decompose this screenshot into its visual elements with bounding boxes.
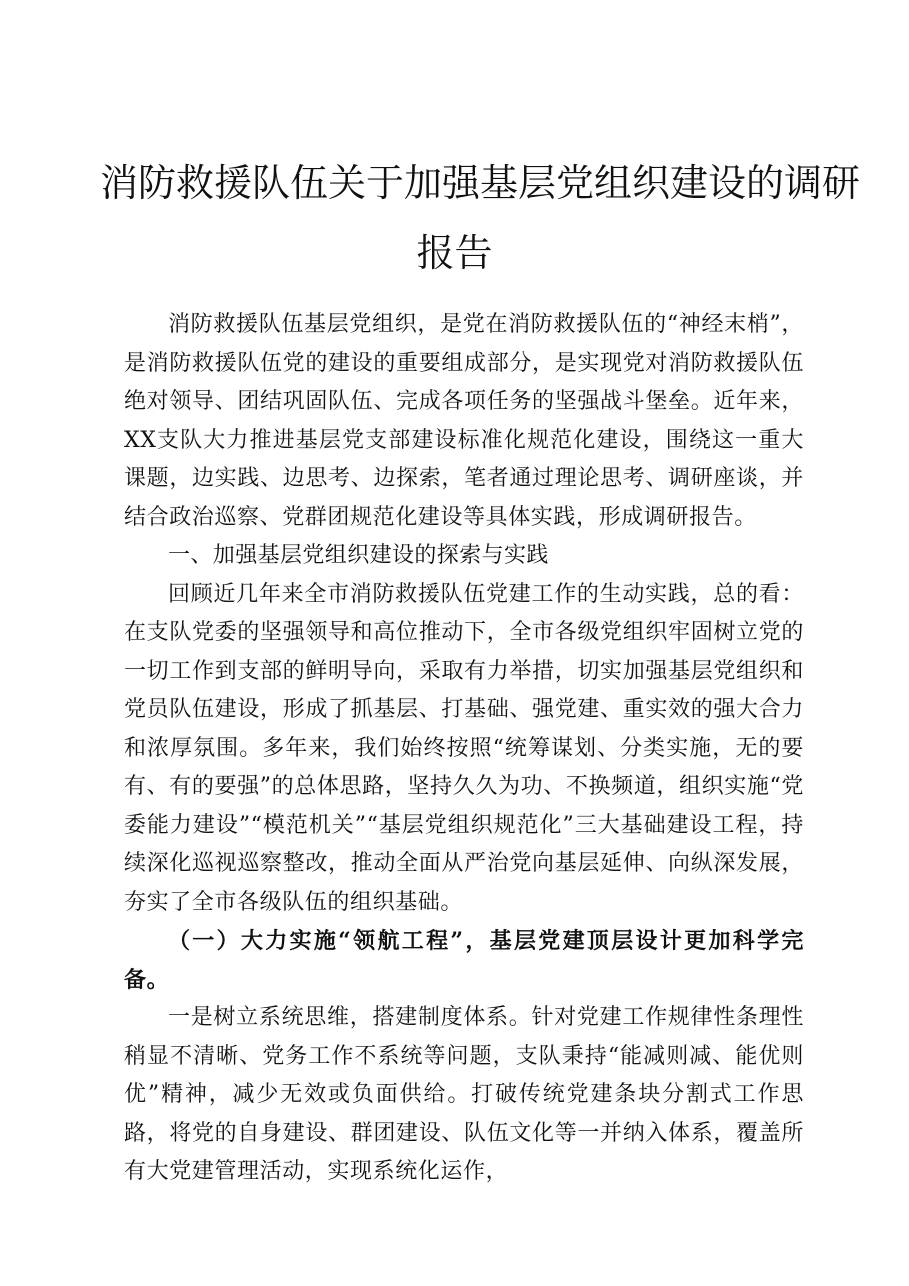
title-line-1: 消防救援队伍关于加强基层党组织建设的调研 xyxy=(100,161,861,205)
document-body xyxy=(124,306,804,1192)
subsection-heading-1: （一）大力实施“领航工程”，基层党建顶层设计更加科学完备。 xyxy=(124,928,804,993)
subsection-1-paragraph: 一是树立系统思维，搭建制度体系。针对党建工作规律性条理性稍显不清晰、党务工作不系统等问题，支队秉持“能减则减、能优则优”精神，减少无效或负面供给。打破传统党建条块分割式工作思路，将党的自身建设、群团建设、队伍文化等一并纳入体系，覆盖所有大党建管理活动，实现系统化运作， xyxy=(124,1005,804,1184)
section-heading-1: 一、加强基层党组织建设的探索与实践 xyxy=(168,543,549,568)
document-title xyxy=(100,148,861,288)
title-line-2: 报告 xyxy=(416,231,493,275)
section-1-paragraph: 回顾近几年来全市消防救援队伍党建工作的生动实践，总的看：在支队党委的坚强领导和高位推动下，全市各级党组织牢固树立党的一切工作到支部的鲜明导向，采取有力举措，切实加强基层党组织和党员队伍建设，形成了抓基层、打基础、强党建、重实效的强大合力和浓厚氛围。多年来，我们始终按照“统筹谋划、分类实施，无的要有、有的要强”的总体思路，坚持久久为功、不换频道，组织实施“党委能力建设”“模范机关”“基层党组织规范化”三大基础建设工程，持续深化巡视巡察整改，推动全面从严治党向基层延伸、向纵深发展，夯实了全市各级队伍的组织基础。 xyxy=(124,581,804,915)
intro-paragraph: 消防救援队伍基层党组织，是党在消防救援队伍的“神经末梢”，是消防救援队伍党的建设的重要组成部分，是实现党对消防救援队伍绝对领导、团结巩固队伍、完成各项任务的坚强战斗堡垒。近年来，XX支队大力推进基层党支部建设标准化规范化建设，围绕这一重大课题，边实践、边思考、边探索，笔者通过理论思考、调研座谈，并结合政治巡察、党群团规范化建设等具体实践，形成调研报告。 xyxy=(124,312,804,530)
